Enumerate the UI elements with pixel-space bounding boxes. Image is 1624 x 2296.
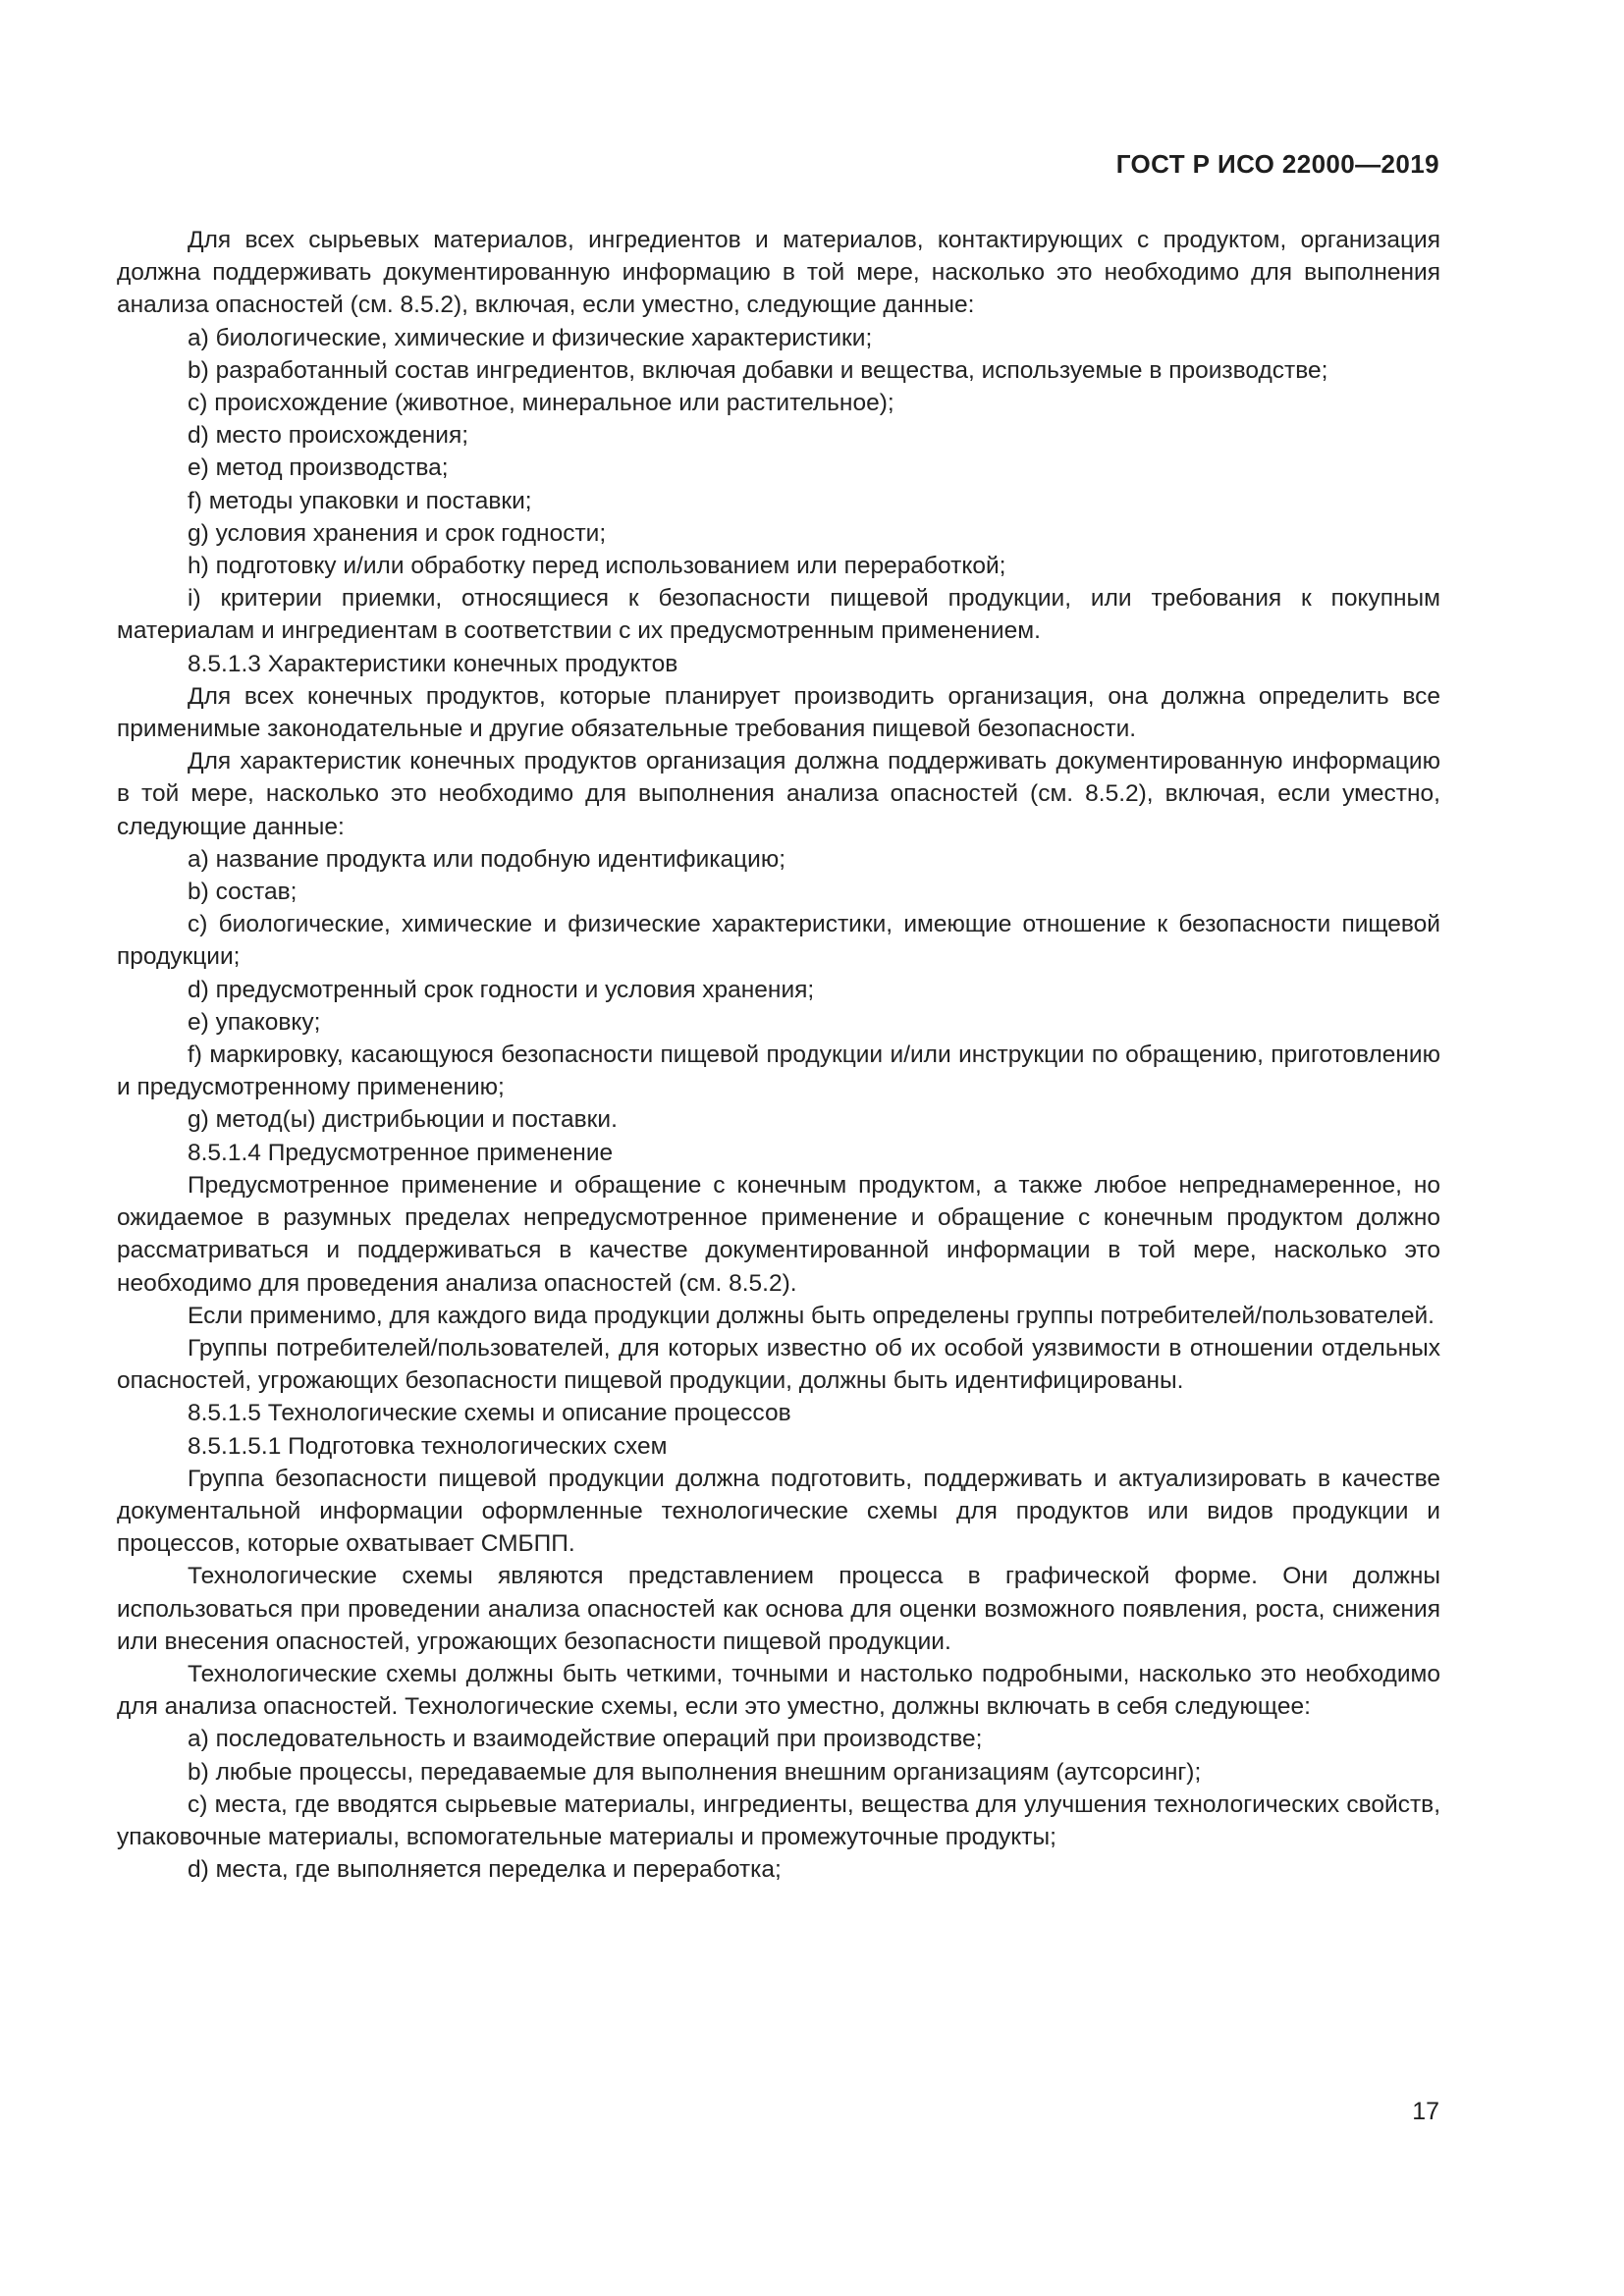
list-item-e: e) упаковку; — [188, 1008, 321, 1036]
list-item-a: a) биологические, химические и физические характеристики; — [188, 324, 873, 351]
list-item-g: g) метод(ы) дистрибьюции и поставки. — [188, 1106, 618, 1134]
section-heading-8-5-1-3: 8.5.1.3 Характеристики конечных продуктов — [188, 650, 678, 677]
page-number: 17 — [1412, 2098, 1439, 2125]
paragraph-consumer-groups: Если применимо, для каждого вида продукции должны быть определены группы потребителей/пользователей. — [188, 1302, 1435, 1329]
list-item-g: g) условия хранения и срок годности; — [188, 519, 607, 547]
paragraph-intro-raw-materials: Для всех сырьевых материалов, ингредиентов и материалов, контактирующих с продуктом, организация должна поддерживать документированную информацию в той мере, насколько это необходимо для выполнения анализа опасностей (см. 8.5.2), включая, если уместно, следующие данные: — [117, 227, 1440, 319]
paragraph-intended-use: Предусмотренное применение и обращение с конечным продуктом, а также любое непреднамеренное, но ожидаемое в разумных пределах непредусмотренное применение и обращение с конечным продуктом должно рассматриваться и поддерживаться в качестве документированной информации в той мере, насколько это необходимо для проведения анализа опасностей (см. 8.5.2). — [117, 1171, 1440, 1297]
list-item-c: c) происхождение (животное, минеральное или растительное); — [188, 390, 894, 417]
list-item-b: b) состав; — [188, 879, 298, 906]
paragraph-end-products-info: Для характеристик конечных продуктов организация должна поддерживать документированную информацию в той мере, насколько это необходимо для выполнения анализа опасностей (см. 8.5.2), включая, если уместно, следующие данные: — [117, 748, 1440, 840]
list-item-b: b) любые процессы, передаваемые для выполнения внешним организациям (аутсорсинг); — [188, 1758, 1202, 1786]
list-item-f: f) методы упаковки и поставки; — [188, 487, 532, 514]
list-item-f: f) маркировку, касающуюся безопасности пищевой продукции и/или инструкции по обращению, приготовлению и предусмотренному применению; — [117, 1041, 1440, 1101]
paragraph-flow-diagrams-contents: Технологические схемы должны быть четкими, точными и настолько подробными, насколько это необходимо для анализа опасностей. Технологические схемы, если это уместно, должны включать в себя следующее: — [117, 1660, 1440, 1721]
paragraph-end-products-requirements: Для всех конечных продуктов, которые планирует производить организация, она должна определить все применимые законодательные и другие обязательные требования пищевой безопасности. — [117, 682, 1440, 743]
list-item-a: a) последовательность и взаимодействие операций при производстве; — [188, 1726, 983, 1753]
paragraph-flow-diagrams-prepare: Группа безопасности пищевой продукции должна подготовить, поддерживать и актуализировать в качестве документальной информации оформленные технологические схемы для продуктов или видов продукции и процессов, которые охватывает СМБПП. — [117, 1465, 1440, 1558]
paragraph-vulnerable-groups: Группы потребителей/пользователей, для которых известно об их особой уязвимости в отношении отдельных опасностей, угрожающих безопасности пищевой продукции, должны быть идентифицированы. — [117, 1334, 1440, 1395]
paragraph-flow-diagrams-definition: Технологические схемы являются представлением процесса в графической форме. Они должны использоваться при проведении анализа опасностей как основа для оценки возможного появления, роста, снижения или внесения опасностей, угрожающих безопасности пищевой продукции. — [117, 1563, 1440, 1655]
section-heading-8-5-1-5: 8.5.1.5 Технологические схемы и описание процессов — [188, 1400, 791, 1427]
list-item-d: d) место происхождения; — [188, 422, 469, 450]
document-code-header: ГОСТ Р ИСО 22000—2019 — [1115, 149, 1439, 179]
list-item-i: i) критерии приемки, относящиеся к безопасности пищевой продукции, или требования к покупным материалам и ингредиентам в соответствии с их предусмотренным применением. — [117, 585, 1440, 645]
document-body — [117, 224, 1440, 1886]
list-item-c: c) биологические, химические и физические характеристики, имеющие отношение к безопасности пищевой продукции; — [117, 911, 1440, 971]
list-item-a: a) название продукта или подобную идентификацию; — [188, 845, 786, 873]
section-heading-8-5-1-5-1: 8.5.1.5.1 Подготовка технологических схем — [188, 1432, 668, 1460]
list-item-h: h) подготовку и/или обработку перед использованием или переработкой; — [188, 553, 1006, 580]
list-item-c: c) места, где вводятся сырьевые материалы, ингредиенты, вещества для улучшения технологических свойств, упаковочные материалы, вспомогательные материалы и промежуточные продукты; — [117, 1790, 1440, 1850]
list-item-d: d) предусмотренный срок годности и условия хранения; — [188, 976, 815, 1003]
list-item-b: b) разработанный состав ингредиентов, включая добавки и вещества, используемые в производстве; — [188, 356, 1328, 384]
list-item-d: d) места, где выполняется переделка и переработка; — [188, 1856, 782, 1884]
section-heading-8-5-1-4: 8.5.1.4 Предусмотренное применение — [188, 1139, 614, 1166]
list-item-e: e) метод производства; — [188, 454, 449, 482]
